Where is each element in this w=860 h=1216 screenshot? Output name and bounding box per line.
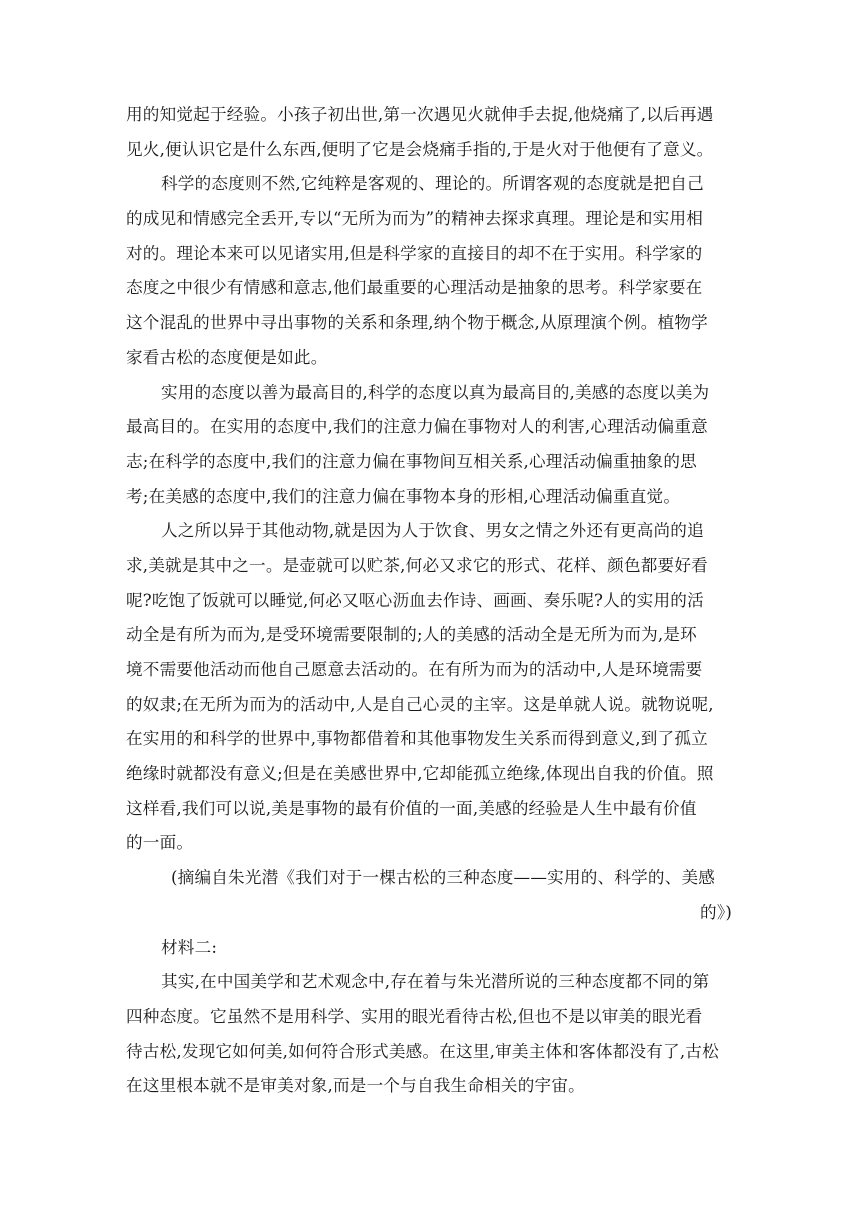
text-line: 态度之中很少有情感和意志,他们最重要的心理活动是抽象的思考。科学家要在 bbox=[126, 278, 703, 298]
text-line: 材料二: bbox=[161, 937, 218, 957]
text-line: 实用的态度以善为最高目的,科学的态度以真为最高目的,美感的态度以美为 bbox=[161, 382, 710, 402]
text-line: 用的知觉起于经验。小孩子初出世,第一次遇见火就伸手去捉,他烧痛了,以后再遇 bbox=[126, 105, 714, 124]
body-text bbox=[126, 98, 736, 1104]
text-line: 其实,在中国美学和艺术观念中,存在着与朱光潜所说的三种态度都不同的第 bbox=[161, 972, 710, 992]
source-citation-line: 的》) bbox=[700, 902, 732, 922]
text-line: 对的。理论本来可以见诸实用,但是科学家的直接目的却不在于实用。科学家的 bbox=[126, 243, 703, 263]
text-line: 的一面。 bbox=[126, 833, 194, 853]
text-line: 这个混乱的世界中寻出事物的关系和条理,纳个物于概念,从原理演个例。植物学 bbox=[126, 313, 708, 333]
text-line: 最高目的。在实用的态度中,我们的注意力偏在事物对人的利害,心理活动偏重意 bbox=[126, 417, 708, 437]
text-line: 考;在美感的态度中,我们的注意力偏在事物本身的形相,心理活动偏重直觉。 bbox=[126, 486, 681, 506]
text-line: 人之所以异于其他动物,就是因为人于饮食、男女之情之外还有更高尚的追 bbox=[161, 521, 704, 541]
text-line: 待古松,发现它如何美,如何符合形式美感。在这里,审美主体和客体都没有了,古松 bbox=[126, 1041, 719, 1061]
text-line: 在实用的和科学的世界中,事物都借着和其他事物发生关系而得到意义,到了孤立 bbox=[126, 729, 708, 749]
text-line: 见火,便认识它是什么东西,便明了它是会烧痛手指的,于是火对于他便有了意义。 bbox=[126, 139, 714, 159]
text-line: 求,美就是其中之一。是壶就可以贮茶,何必又求它的形式、花样、颜色都要好看 bbox=[126, 555, 708, 575]
source-citation-line: (摘编自朱光潜《我们对于一棵古松的三种态度——实用的、科学的、美感 bbox=[171, 868, 716, 888]
text-line: 家看古松的态度便是如此。 bbox=[126, 347, 328, 367]
text-line: 呢?吃饱了饭就可以睡觉,何必又呕心沥血去作诗、画画、奏乐呢?人的实用的活 bbox=[126, 590, 704, 610]
text-line: 境不需要他活动而他自己愿意去活动的。在有所为而为的活动中,人是环境需要 bbox=[126, 660, 703, 679]
text-line: 四种态度。它虽然不是用科学、实用的眼光看待古松,但也不是以审美的眼光看 bbox=[126, 1006, 703, 1026]
text-line: 科学的态度则不然,它纯粹是客观的、理论的。所谓客观的态度就是把自己 bbox=[161, 174, 704, 194]
text-line: 绝缘时就都没有意义;但是在美感世界中,它却能孤立绝缘,体现出自我的价值。照 bbox=[126, 764, 714, 784]
text-line: 动全是有所为而为,是受环境需要限制的;人的美感的活动全是无所为而为,是环 bbox=[126, 625, 697, 645]
text-line: 志;在科学的态度中,我们的注意力偏在事物间互相关系,心理活动偏重抽象的思 bbox=[126, 451, 697, 471]
text-line: 在这里根本就不是审美对象,而是一个与自我生命相关的宇宙。 bbox=[126, 1076, 585, 1096]
text-line: 的奴隶;在无所为而为的活动中,人是自己心灵的主宰。这是单就人说。就物说呢, bbox=[126, 694, 714, 714]
text-line: 这样看,我们可以说,美是事物的最有价值的一面,美感的经验是人生中最有价值 bbox=[126, 798, 697, 818]
text-line: 的成见和情感完全丢开,专以“无所为而为”的精神去探求真理。理论是和实用相 bbox=[126, 209, 704, 229]
